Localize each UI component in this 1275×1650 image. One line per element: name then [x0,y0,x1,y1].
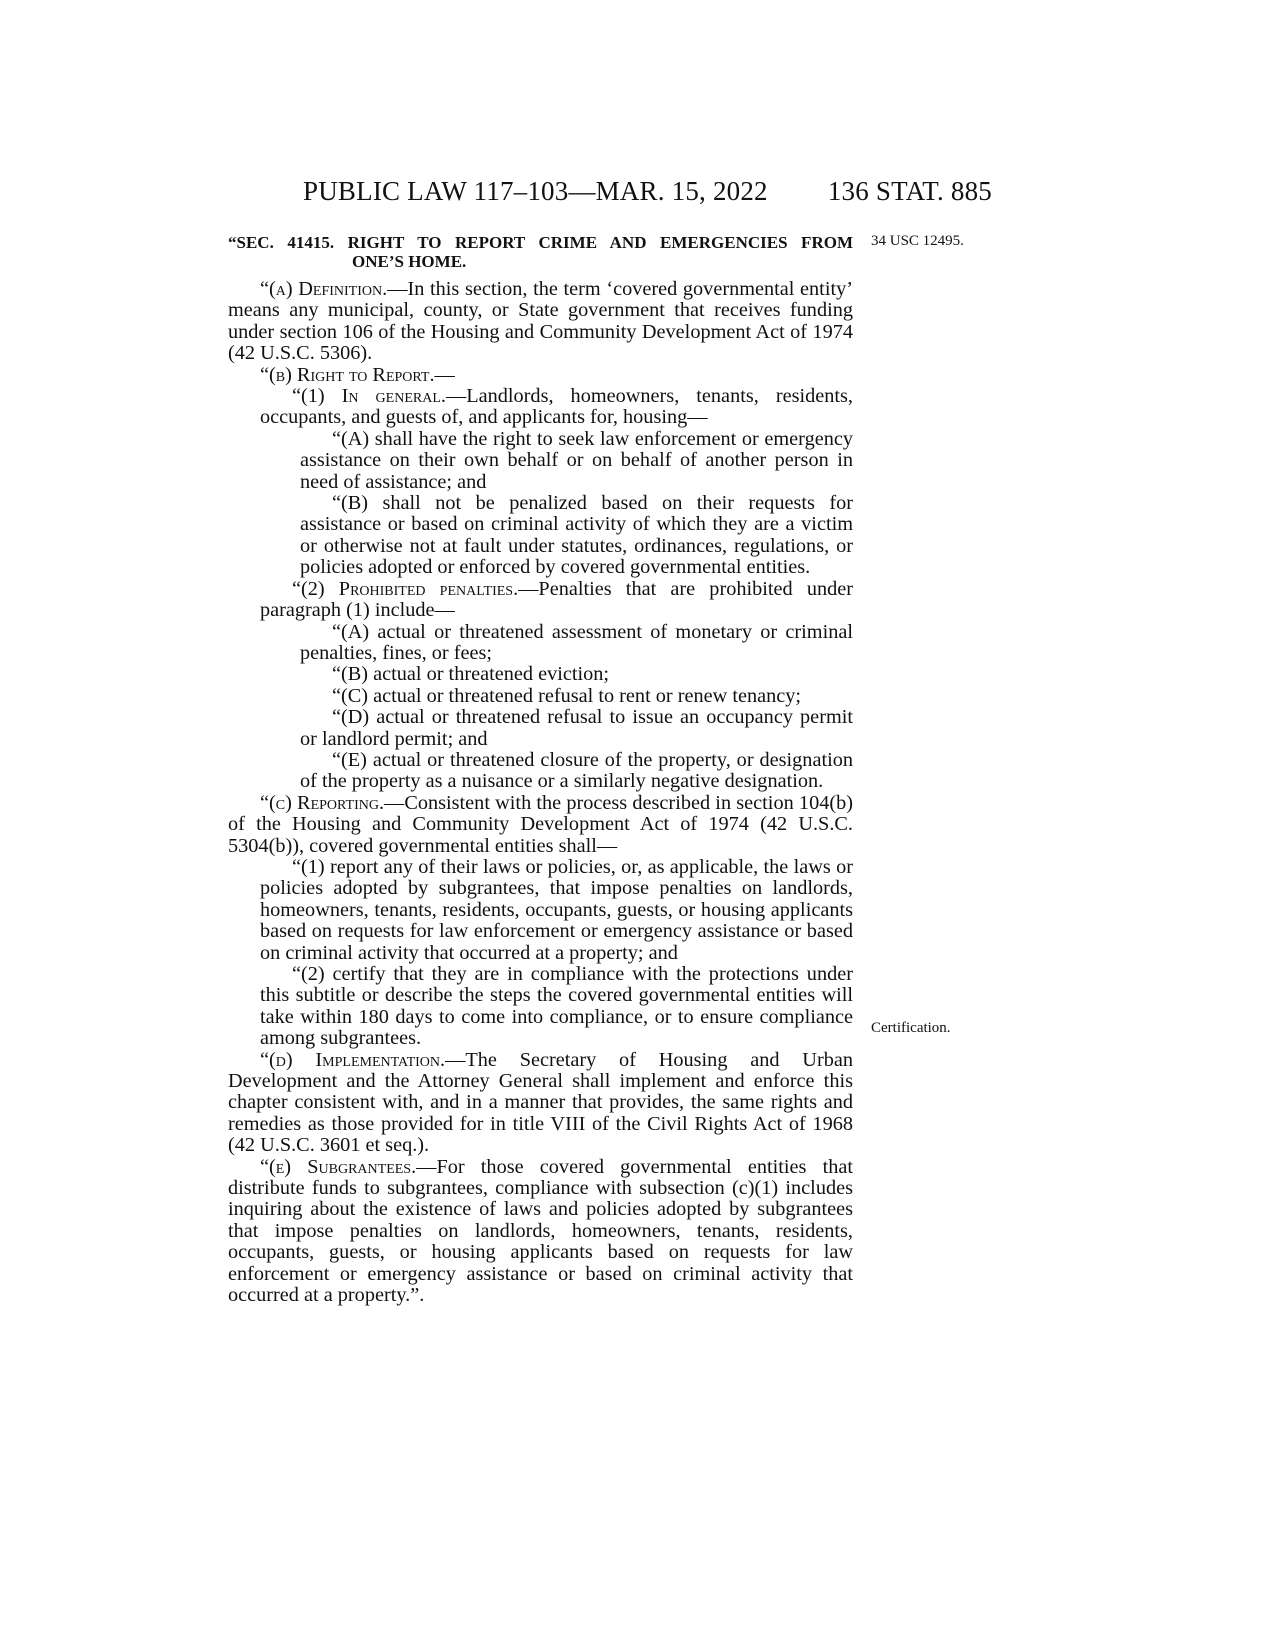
subsection-a [228,279,853,365]
subsection-c-text: —Consistent with the process described in section 104(b) of the Housing and Community Development Act of 1974 (42 U.S.C. 5304(b)), covered governmental entities shall— [228,791,853,857]
subsection-e-label: “(e) Subgrantees. [260,1155,417,1178]
usc-citation-note: 34 USC 12495. [871,233,964,249]
subparagraph-b2C: “(C) actual or threatened refusal to rent or renew tenancy; [332,684,802,707]
subsection-c [228,793,853,857]
subsection-e-text: —For those covered governmental entities that distribute funds to subgrantees, compliance with subsection (c)(1) includes inquiring about the existence of laws and policies adopted by subgrantees that impose penalties on landlords, homeowners, tenants, residents, occupants, guests, or housing applicants based on requests for law enforcement or emergency assistance or based on criminal activity that occurred at a property.”. [228,1155,853,1307]
subparagraph-b2A: “(A) actual or threatened assessment of monetary or criminal penalties, fines, or fees; [300,620,853,664]
subparagraph-b2B: “(B) actual or threatened eviction; [332,663,610,686]
document-body [228,233,853,1307]
subsection-c-label: “(c) Reporting. [260,791,385,814]
page-header [0,176,1275,216]
paragraph-c1: “(1) report any of their laws or policies, or, as applicable, the laws or policies adopted by subgrantees, that impose penalties on landlords, homeowners, tenants, residents, occupants, guests, or housing applicants based on requests for law enforcement or emergency assistance or based on criminal activity that occurred at a property; and [260,855,853,964]
section-heading-continued: ONE’S HOME. [352,252,467,271]
subsection-d-label: “(d) Implementation. [260,1048,446,1071]
subparagraph-b2D: “(D) actual or threatened refusal to issue an occupancy permit or landlord permit; and [300,706,853,750]
paragraph-b1-text: —Landlords, homeowners, tenants, residents, occupants, and guests of, and applicants for, housing— [260,385,853,429]
subsection-e [228,1157,853,1307]
subparagraph-b1B: “(B) shall not be penalized based on their requests for assistance or based on criminal activity of which they are a victim or otherwise not at fault under statutes, ordinances, regulations, or policies adopted or enforced by covered governmental entities. [300,492,853,579]
paragraph-b2-label: “(2) Prohibited penalties. [292,577,519,600]
subsection-a-text: —In this section, the term ‘covered governmental entity’ means any municipal, county, or State government that receives funding under section 106 of the Housing and Community Development Act of 1974 (42 U.S.C. 5306). [228,278,853,365]
subparagraph-b2E: “(E) actual or threatened closure of the property, or designation of the property as a nuisance or a similarly negative designation. [300,748,853,793]
subsection-b-label: “(b) Right to Report. [260,363,435,386]
paragraph-b2-text: —Penalties that are prohibited under paragraph (1) include— [260,577,854,622]
subsection-b-text: — [434,363,455,386]
subparagraph-b1A: “(A) shall have the right to seek law enforcement or emergency assistance on their own behalf or on behalf of another person in need of assistance; and [300,427,853,493]
running-head: PUBLIC LAW 117–103—MAR. 15, 2022 [303,176,768,206]
subsection-a-label: “(a) Definition. [260,278,388,300]
subsection-d [228,1050,853,1157]
subsection-d-text: —The Secretary of Housing and Urban Development and the Attorney General shall implement and enforce this chapter consistent with, and in a manner that provides, the same rights and remedies as those provided for in title VIII of the Civil Rights Act of 1968 (42 U.S.C. 3601 et seq.). [228,1048,853,1157]
stat-page-number: 136 STAT. 885 [827,176,992,206]
section-heading: “SEC. 41415. RIGHT TO REPORT CRIME AND EMERGENCIES FROM [228,233,853,252]
subsection-b [228,365,853,386]
paragraph-b1-label: “(1) In general. [292,385,446,408]
paragraph-c2: “(2) certify that they are in compliance with the protections under this subtitle or describe the steps the covered governmental entities will take within 180 days to come into compliance, or to ensure compliance among subgrantees. [260,963,853,1050]
paragraph-b2 [228,579,853,622]
paragraph-b1 [228,386,853,429]
certification-note: Certification. [871,1020,951,1036]
